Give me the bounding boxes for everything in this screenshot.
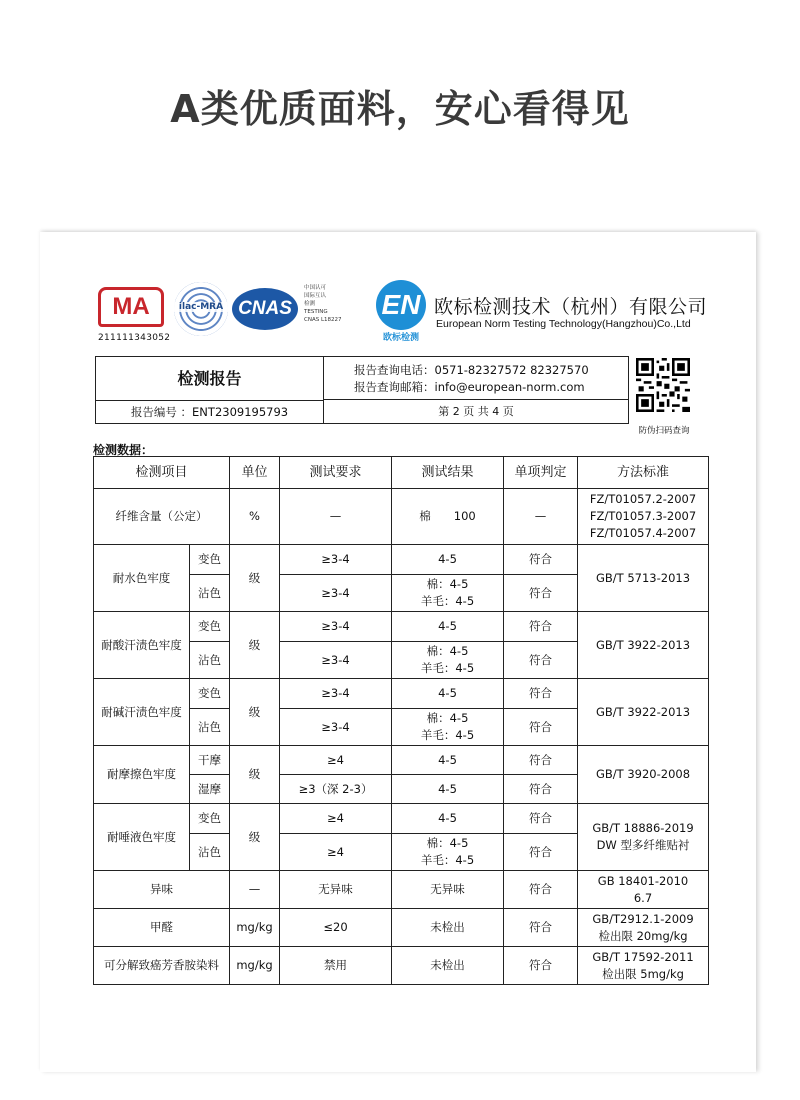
- qr-caption: 防伪扫码查询: [638, 426, 690, 436]
- report-email: 报告查询邮箱：info@european-norm.com: [354, 380, 585, 394]
- ilac-label: ilac-MRA: [174, 302, 228, 312]
- page-headline: A类优质面料，安心看得见: [170, 87, 630, 131]
- table-row: 沾色 ≥3-4 棉：4-5 羊毛：4-5 符合: [94, 709, 709, 746]
- cma-mark: MA: [98, 287, 164, 327]
- col-header-unit: 单位: [230, 457, 280, 489]
- report-phone: 报告查询电话：0571-82327572 82327570: [354, 363, 589, 377]
- table-row: 耐摩擦色牢度 干摩 级 ≥4 4-5 符合 GB/T 3920-2008: [94, 746, 709, 775]
- table-row: 纤维含量（公定） % — 棉 100 — FZ/T01057.2-2007 FZ/T01057.3-2007 FZ/T01057.4-2007: [94, 489, 709, 545]
- table-row: 耐水色牢度 变色 级 ≥3-4 4-5 符合 GB/T 5713-2013: [94, 545, 709, 575]
- table-row: 耐唾液色牢度 变色 级 ≥4 4-5 符合 GB/T 18886-2019 DW 型多纤维贴衬: [94, 804, 709, 834]
- report-contact: [324, 357, 628, 400]
- en-logo-caption: 欧标检测: [382, 333, 419, 343]
- company-name-en: European Norm Testing Technology(Hangzhou)Co.,Ltd: [436, 318, 691, 330]
- en-logo: EN: [376, 280, 426, 330]
- col-header-judgement: 单项判定: [504, 457, 578, 489]
- col-header-method: 方法标准: [578, 457, 709, 489]
- table-row: 耐碱汗渍色牢度 变色 级 ≥3-4 4-5 符合 GB/T 3922-2013: [94, 679, 709, 709]
- ilac-mra-logo: [174, 282, 228, 336]
- qr-code[interactable]: [636, 358, 690, 412]
- col-header-item: 检测项目: [94, 457, 230, 489]
- test-data-table: [93, 456, 709, 985]
- company-name-cn: 欧标检测技术（杭州）有限公司: [434, 296, 708, 318]
- table-row: 湿摩 ≥3（深 2-3） 4-5 符合: [94, 775, 709, 804]
- cma-number: 211111343052: [98, 333, 171, 343]
- table-row: 沾色 ≥3-4 棉：4-5 羊毛：4-5 符合: [94, 575, 709, 612]
- report-header-box: [95, 356, 629, 424]
- cnas-caption: 中国认可 国际互认 检测 TESTING CNAS L18227: [304, 285, 342, 323]
- report-number: 报告编号 ：ENT2309195793: [96, 401, 324, 423]
- col-header-result: 测试结果: [392, 457, 504, 489]
- report-page: 第 2 页 共 4 页: [438, 405, 514, 418]
- test-report-sheet: [40, 232, 756, 1072]
- table-header-row: [94, 457, 709, 489]
- section-title: 检测数据：: [93, 443, 154, 457]
- report-title: 检测报告: [96, 357, 324, 401]
- table-row: 异味 — 无异味 无异味 符合 GB 18401-2010 6.7: [94, 871, 709, 909]
- table-row: 沾色 ≥4 棉：4-5 羊毛：4-5 符合: [94, 834, 709, 871]
- table-row: 沾色 ≥3-4 棉：4-5 羊毛：4-5 符合: [94, 642, 709, 679]
- table-row: 可分解致癌芳香胺染料 mg/kg 禁用 未检出 符合 GB/T 17592-2011 检出限 5mg/kg: [94, 947, 709, 985]
- cnas-logo: CNAS: [232, 288, 298, 330]
- col-header-requirement: 测试要求: [280, 457, 392, 489]
- table-row: 耐酸汗渍色牢度 变色 级 ≥3-4 4-5 符合 GB/T 3922-2013: [94, 612, 709, 642]
- cma-logo: [98, 287, 171, 343]
- table-row: 甲醛 mg/kg ≤20 未检出 符合 GB/T2912.1-2009 检出限 20mg/kg: [94, 909, 709, 947]
